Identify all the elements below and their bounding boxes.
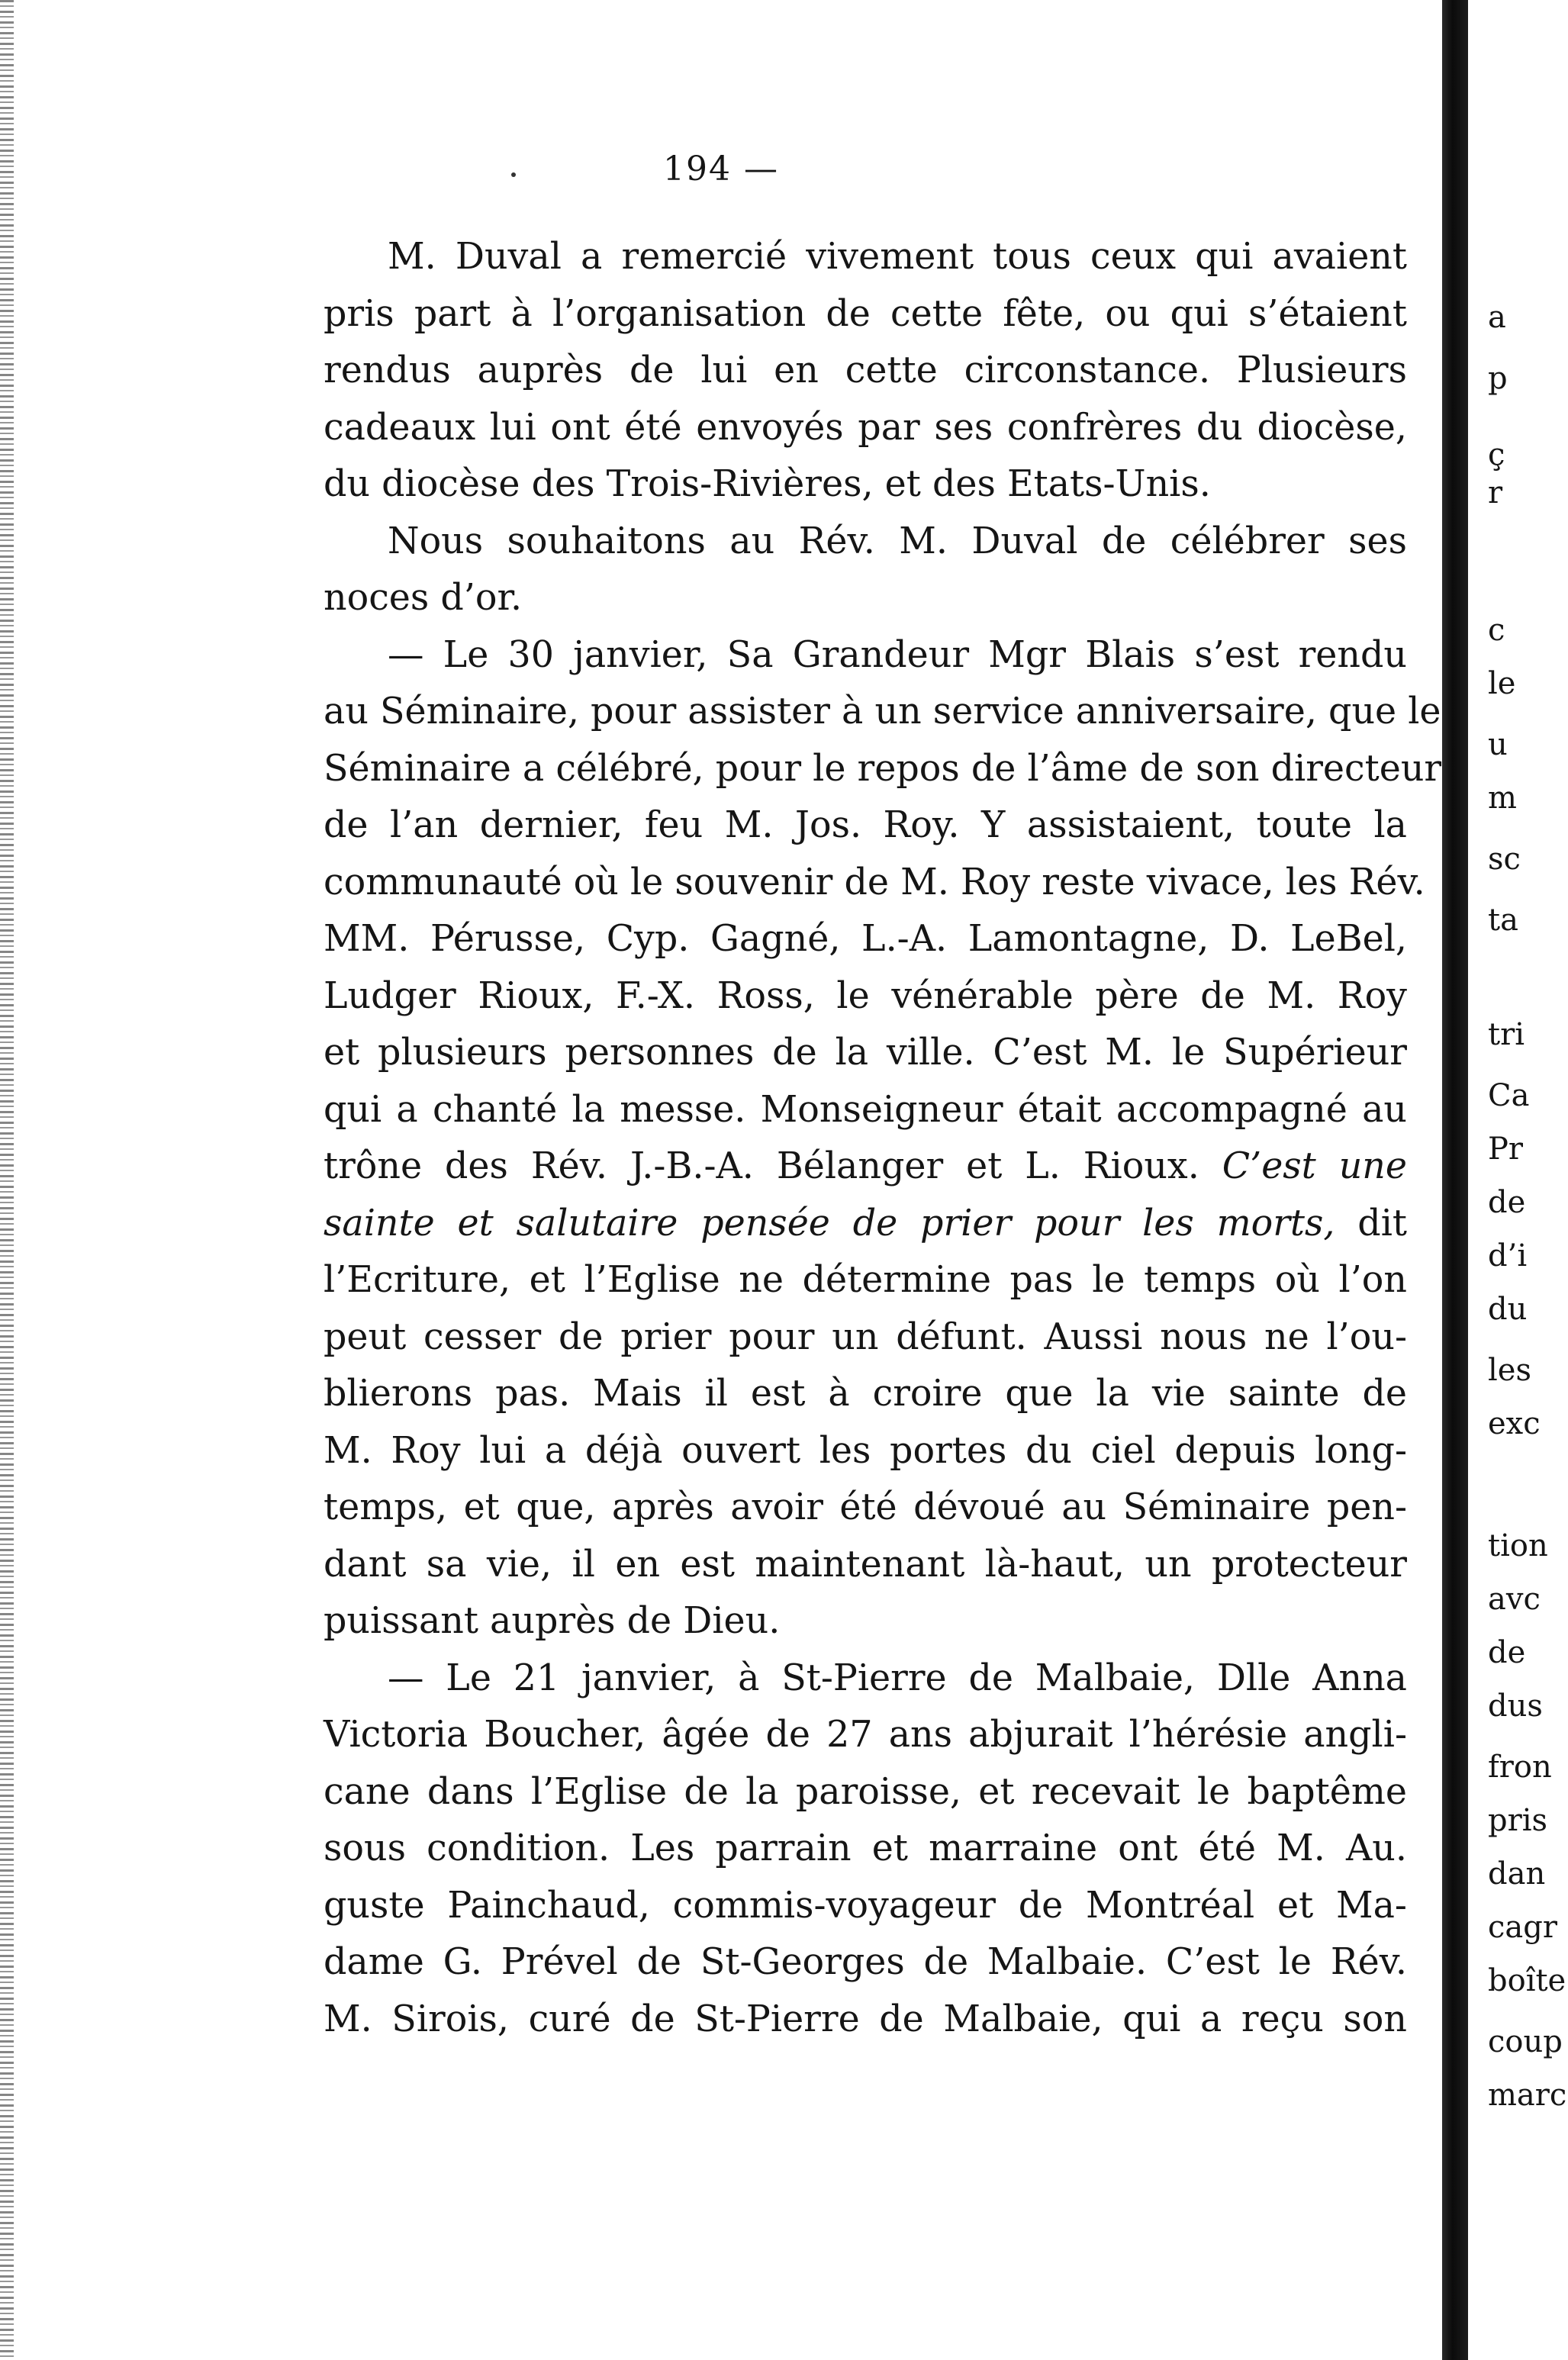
text-line: dant sa vie, il en est maintenant là-haut, un protecteur [324,1543,1407,1586]
text-line: temps, et que, après avoir été dévoué au Séminaire pen- [324,1486,1407,1528]
adjacent-page-fragment: cagr [1488,1910,1557,1945]
adjacent-page-fragment: pris [1488,1803,1548,1838]
text-line: qui a chanté la messe. Monseigneur était accompagné au [324,1088,1407,1131]
adjacent-page-fragments [1488,0,1568,2360]
text-line: M. Sirois, curé de St-Pierre de Malbaie, qui a reçu son [324,1998,1407,2040]
text-line: M. Duval a remercié vivement tous ceux qui avaient [388,236,1407,278]
adjacent-page-fragment: u [1488,727,1508,762]
text-line: sainte et salutaire pensée de prier pour les morts, dit [324,1202,1407,1244]
adjacent-page-fragment: le [1488,666,1516,701]
text-line: au Séminaire, pour assister à un service anniversaire, que le [324,691,1441,732]
adjacent-page-fragment: fron [1488,1750,1552,1785]
text-line: rendus auprès de lui en cette circonstance. Plusieurs [324,349,1407,391]
adjacent-page-fragment: ta [1488,903,1518,938]
text-line: Nous souhaitons au Rév. M. Duval de célébrer ses [388,520,1407,562]
text-line: Victoria Boucher, âgée de 27 ans abjurait l’hérésie angli- [324,1714,1407,1756]
text-line: guste Painchaud, commis-voyageur de Montréal et Ma- [324,1884,1407,1927]
adjacent-page-fragment: exc [1488,1406,1541,1441]
adjacent-page-fragment: p [1488,361,1508,396]
adjacent-page-fragment: a [1488,300,1506,335]
adjacent-page-fragment: sc [1488,842,1521,877]
text-line: sous condition. Les parrain et marraine ont été M. Au. [324,1827,1407,1869]
text-line: l’Ecriture, et l’Eglise ne détermine pas le temps où l’on [324,1259,1407,1301]
text-line: communauté où le souvenir de M. Roy reste vivace, les Rév. [324,861,1425,903]
adjacent-page-fragment: de [1488,1635,1526,1670]
adjacent-page-fragment: avc [1488,1582,1541,1617]
adjacent-page-fragment: ç [1488,437,1505,472]
adjacent-page-fragment: Ca [1488,1078,1530,1113]
adjacent-page-fragment: coup [1488,2024,1563,2059]
text-line: peut cesser de prier pour un défunt. Aussi nous ne l’ou- [324,1315,1407,1358]
text-line: de l’an dernier, feu M. Jos. Roy. Y assistaient, toute la [324,804,1407,846]
text-line: cadeaux lui ont été envoyés par ses confrères du diocèse, [324,406,1407,449]
text-line: du diocèse des Trois-Rivières, et des Etats-Unis. [324,463,1211,505]
adjacent-page-fragment: tri [1488,1017,1525,1052]
text-line: puissant auprès de Dieu. [324,1600,781,1642]
text-line: et plusieurs personnes de la ville. C’est M. le Supérieur [324,1032,1407,1074]
text-line: — Le 21 janvier, à St-Pierre de Malbaie, Dlle Anna [388,1657,1407,1699]
text-line: MM. Pérusse, Cyp. Gagné, L.-A. Lamontagne, D. LeBel, [324,918,1407,960]
adjacent-page-fragment: Pr [1488,1132,1524,1167]
adjacent-page-fragment: dan [1488,1856,1546,1892]
adjacent-page-fragment: marc [1488,2078,1567,2113]
text-line: Ludger Rioux, F.-X. Ross, le vénérable père de M. Roy [324,974,1407,1017]
adjacent-page-fragment: du [1488,1292,1528,1327]
text-line: blierons pas. Mais il est à croire que la vie sainte de [324,1373,1407,1415]
adjacent-page-fragment: m [1488,781,1517,816]
adjacent-page-fragment: dus [1488,1689,1543,1724]
adjacent-page-fragment: de [1488,1185,1526,1220]
text-line: M. Roy lui a déjà ouvert les portes du ciel depuis long- [324,1429,1407,1472]
adjacent-page-fragment: les [1488,1353,1531,1388]
text-line: dame G. Prével de St-Georges de Malbaie. C’est le Rév. [324,1941,1407,1983]
adjacent-page-fragment: d’i [1488,1238,1528,1273]
adjacent-page-fragment: c [1488,613,1505,648]
adjacent-page-fragment: tion [1488,1528,1548,1563]
text-line: cane dans l’Eglise de la paroisse, et recevait le baptême [324,1770,1407,1813]
binding-gutter [1442,0,1468,2360]
text-line: pris part à l’organisation de cette fête, ou qui s’étaient [324,292,1407,335]
page-body-text [324,229,1442,2048]
text-line: Séminaire a célébré, pour le repos de l’âme de son directeur [324,747,1442,790]
page-number: 194 — [663,150,779,188]
text-line: — Le 30 janvier, Sa Grandeur Mgr Blais s’est rendu [388,633,1407,676]
adjacent-page-fragment: boîte [1488,1963,1566,1998]
adjacent-page-fragment: r [1488,475,1503,510]
text-line: trône des Rév. J.-B.-A. Bélanger et L. Rioux. C’est une [324,1145,1407,1187]
text-line: noces d’or. [324,577,523,619]
